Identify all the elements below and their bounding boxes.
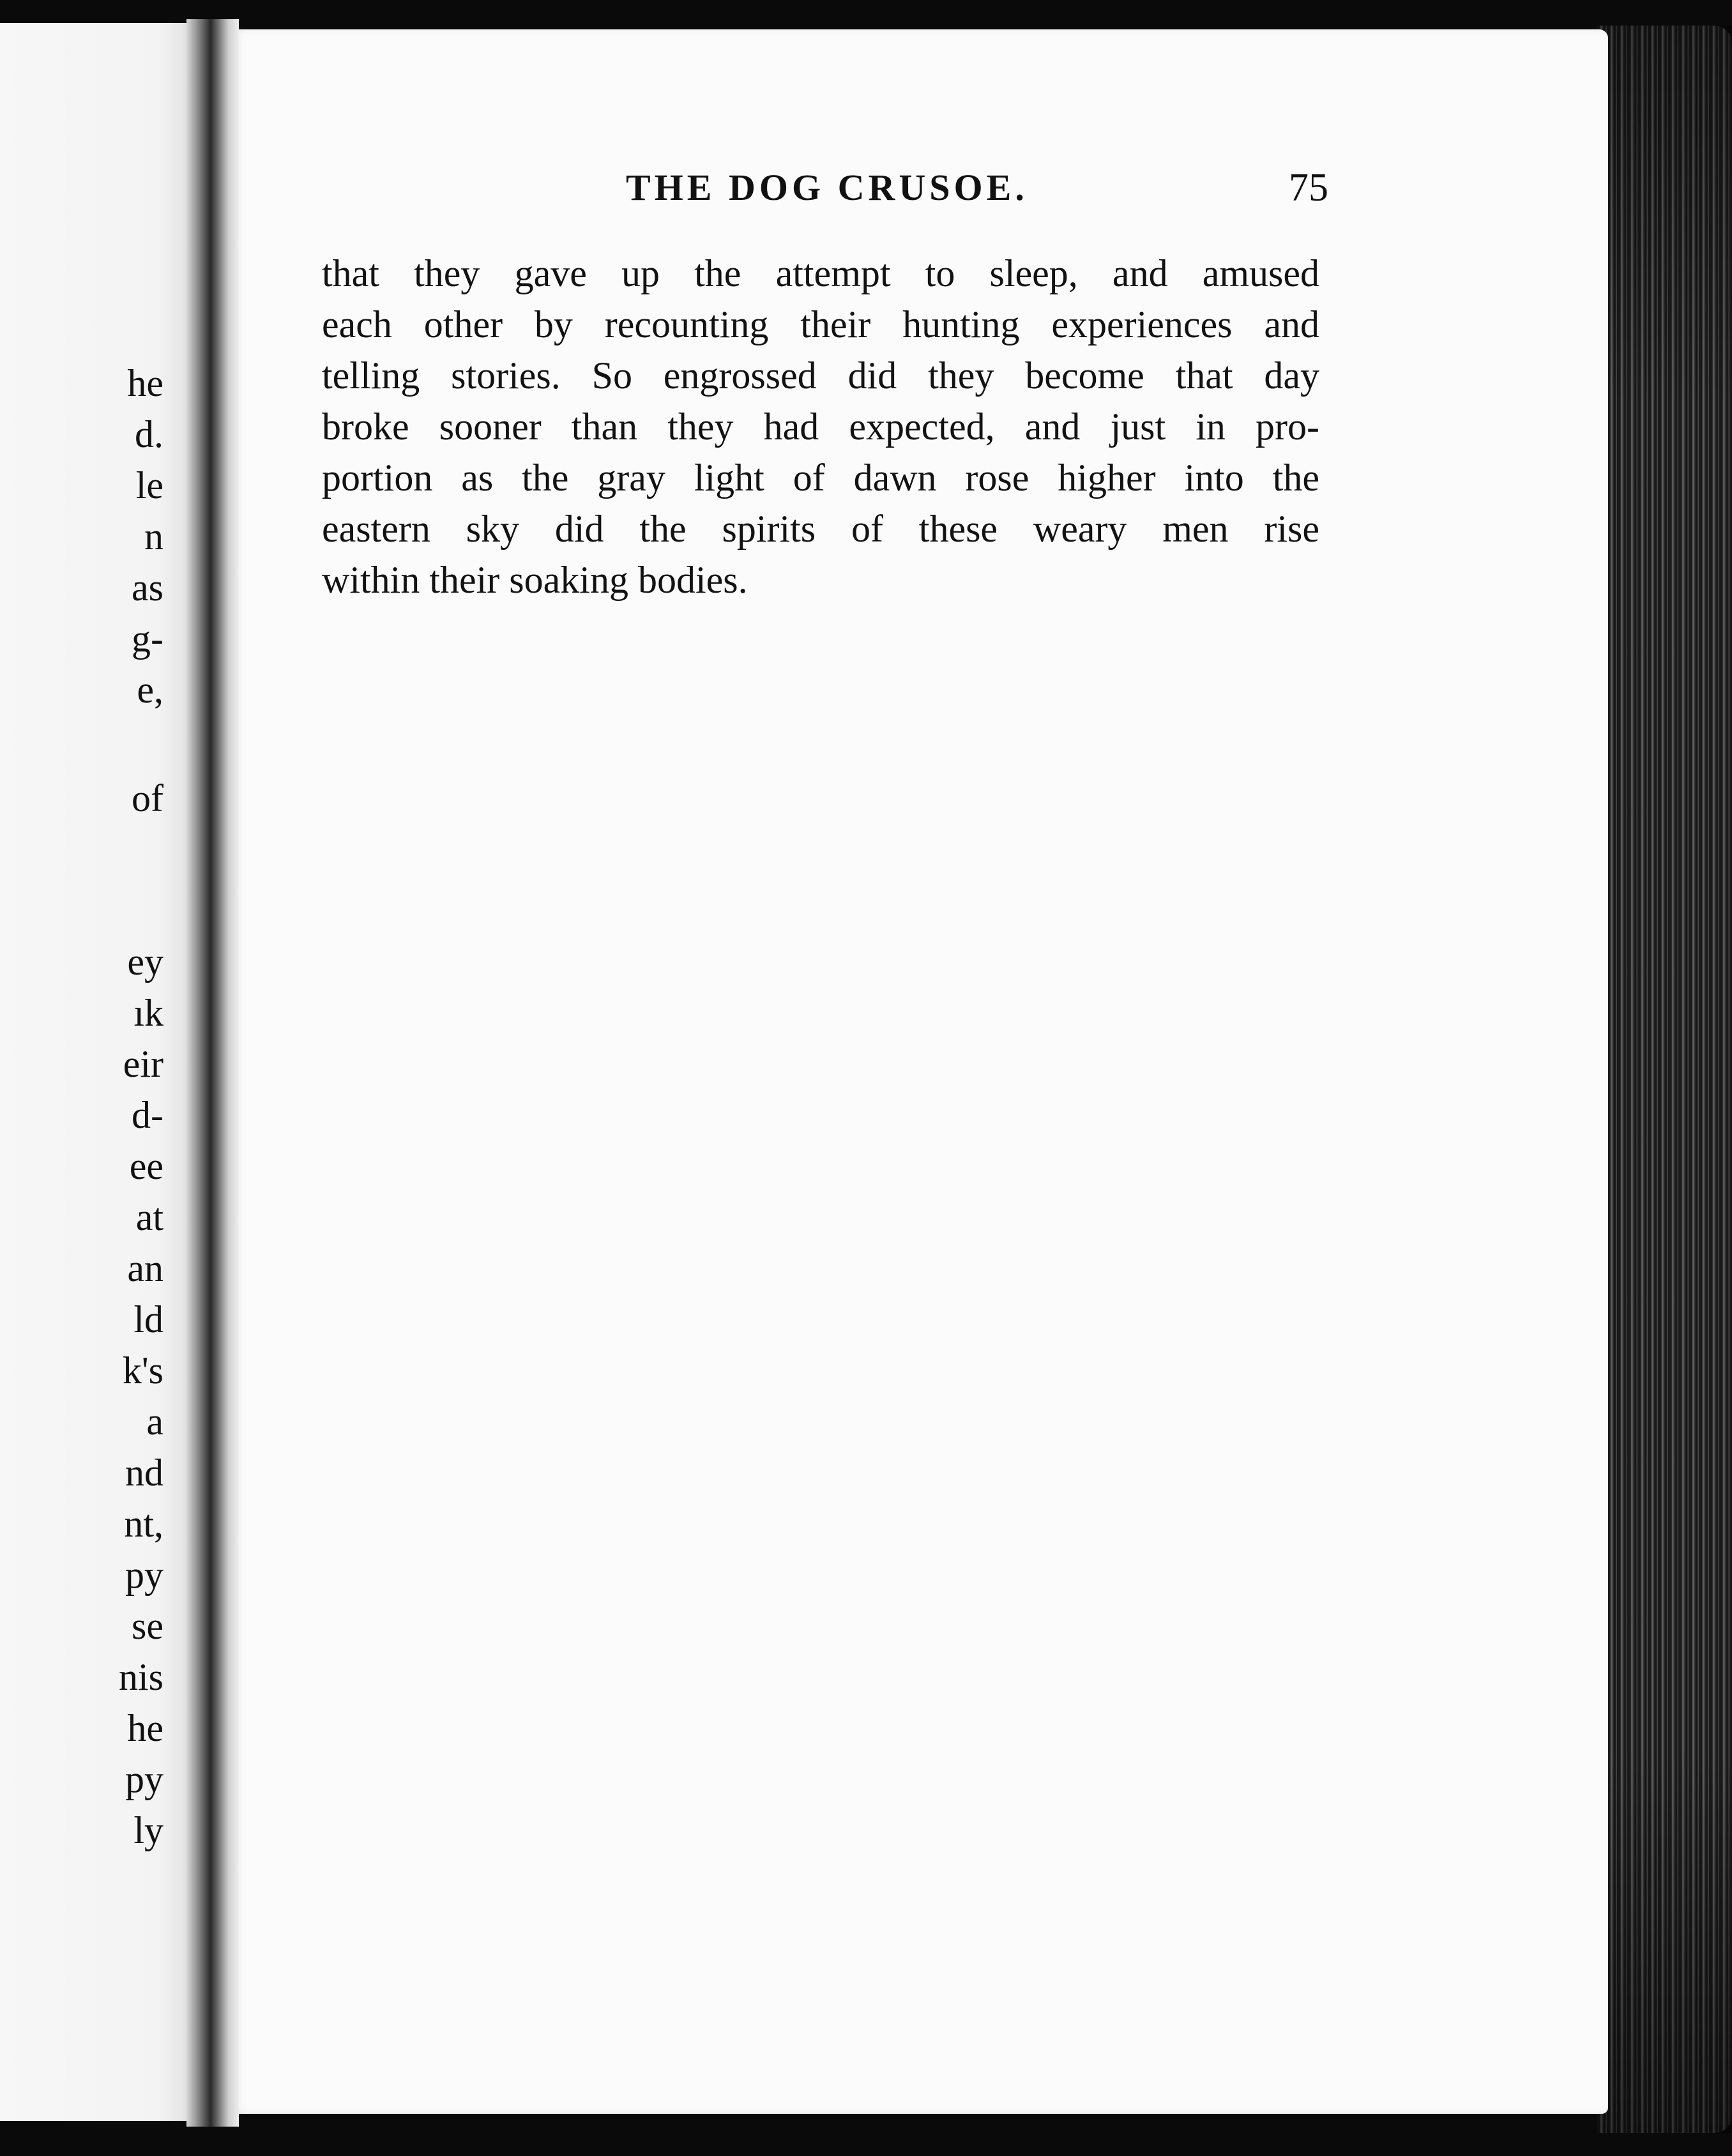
text-line: portion as the gray light of dawn rose higher into the bbox=[322, 457, 1319, 499]
left-page bbox=[0, 23, 198, 2121]
left-fragment: he bbox=[127, 362, 163, 404]
left-fragment: g- bbox=[132, 618, 163, 660]
left-fragment: ey bbox=[127, 941, 163, 983]
left-fragment: n bbox=[144, 515, 163, 558]
left-fragment: a bbox=[146, 1401, 163, 1443]
left-page-text-fragments bbox=[23, 23, 163, 2121]
text-line: broke sooner than they had expected, and just in pro- bbox=[322, 406, 1319, 448]
left-fragment: ık bbox=[133, 992, 163, 1034]
left-fragment: d- bbox=[132, 1094, 163, 1136]
text-line: within their soaking bodies. bbox=[322, 559, 748, 601]
page-fore-edge bbox=[1597, 26, 1732, 2133]
left-fragment: as bbox=[132, 566, 163, 609]
running-head bbox=[319, 162, 1328, 213]
left-fragment: nis bbox=[118, 1656, 163, 1698]
left-fragment: ee bbox=[129, 1145, 163, 1187]
left-fragment: at bbox=[135, 1196, 163, 1238]
left-fragment: d. bbox=[135, 413, 163, 455]
left-fragment: nt, bbox=[124, 1503, 163, 1545]
text-line: that they gave up the attempt to sleep, and amused bbox=[322, 252, 1319, 294]
left-fragment: of bbox=[132, 777, 163, 819]
left-fragment: an bbox=[127, 1247, 163, 1289]
left-fragment: eir bbox=[123, 1043, 163, 1085]
left-fragment: ld bbox=[133, 1298, 163, 1340]
text-line: eastern sky did the spirits of these weary men rise bbox=[322, 508, 1319, 550]
left-fragment: py bbox=[125, 1758, 163, 1800]
left-fragment: le bbox=[135, 464, 163, 506]
page-number: 75 bbox=[1289, 166, 1328, 209]
left-fragment: py bbox=[125, 1554, 163, 1596]
left-fragment: nd bbox=[125, 1452, 163, 1494]
running-title: THE DOG CRUSOE. bbox=[626, 167, 1028, 208]
left-fragment: k's bbox=[122, 1349, 163, 1392]
text-line: telling stories. So engrossed did they become that day bbox=[322, 354, 1319, 397]
left-fragment: he bbox=[127, 1707, 163, 1749]
fore-edge-shadow bbox=[1597, 26, 1732, 2133]
left-fragment: ly bbox=[133, 1809, 163, 1851]
left-fragment: e, bbox=[137, 669, 163, 711]
left-fragment: se bbox=[132, 1605, 163, 1647]
text-line: each other by recounting their hunting experiences and bbox=[322, 303, 1319, 345]
book-gutter bbox=[186, 19, 239, 2127]
body-text bbox=[322, 248, 1319, 605]
